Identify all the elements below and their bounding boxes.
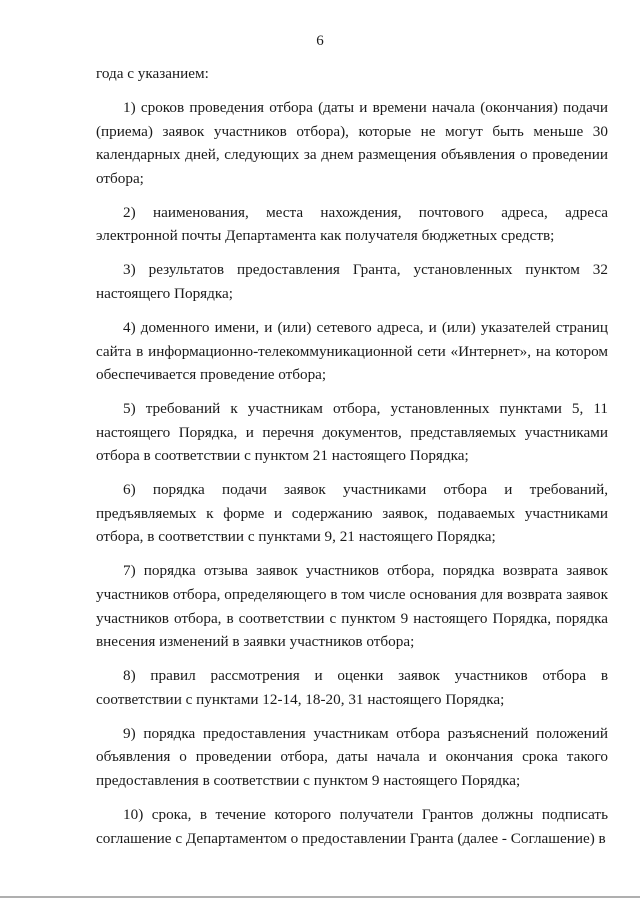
list-item-10: 10) срока, в течение которого получатели Грантов должны подписать соглашение с Департаментом о предоставлении Гранта (далее - Соглашение) в	[96, 805, 608, 847]
scan-edge-line	[0, 896, 640, 898]
list-item-3: 3) результатов предоставления Гранта, установленных пунктом 32 настоящего Порядка;	[96, 261, 608, 302]
list-item-7: 7) порядка отзыва заявок участников отбора, порядка возврата заявок участников отбора, определяющего в том числе основания для возврата заявок участников отбора, в соответствии с пунктом 9 настоящего Порядка, порядка внесения изменений в заявки участников отбора;	[96, 562, 608, 651]
list-item-1: 1) сроков проведения отбора (даты и времени начала (окончания) подачи (приема) заявок участников отбора), которые не могут быть меньше 30 календарных дней, следующих за днем размещения объявления о проведении отбора;	[96, 98, 608, 187]
list-item-6: 6) порядка подачи заявок участниками отбора и требований, предъявляемых к форме и содержанию заявок, подаваемых участниками отбора, в соответствии с пунктами 9, 21 настоящего Порядка;	[96, 481, 608, 546]
list-item-5: 5) требований к участникам отбора, установленных пунктами 5, 11 настоящего Порядка, и перечня документов, представляемых участниками отбора в соответствии с пунктом 21 настоящего Порядка;	[96, 400, 608, 465]
document-body	[96, 62, 608, 861]
list-item-2: 2) наименования, места нахождения, почтового адреса, адреса электронной почты Департамента как получателя бюджетных средств;	[96, 203, 608, 245]
paragraph-continuation: года с указанием:	[96, 65, 209, 82]
page-number: 6	[316, 33, 324, 49]
list-item-9: 9) порядка предоставления участникам отбора разъяснений положений объявления о проведении отбора, даты начала и окончания срока такого предоставления в соответствии с пунктом 9 настоящего Порядка;	[96, 724, 608, 789]
list-item-4: 4) доменного имени, и (или) сетевого адреса, и (или) указателей страниц сайта в информационно-телекоммуникационной сети «Интернет», на котором обеспечивается проведение отбора;	[96, 318, 608, 384]
list-item-8: 8) правил рассмотрения и оценки заявок участников отбора в соответствии с пунктами 12-14, 18-20, 31 настоящего Порядка;	[96, 667, 608, 708]
